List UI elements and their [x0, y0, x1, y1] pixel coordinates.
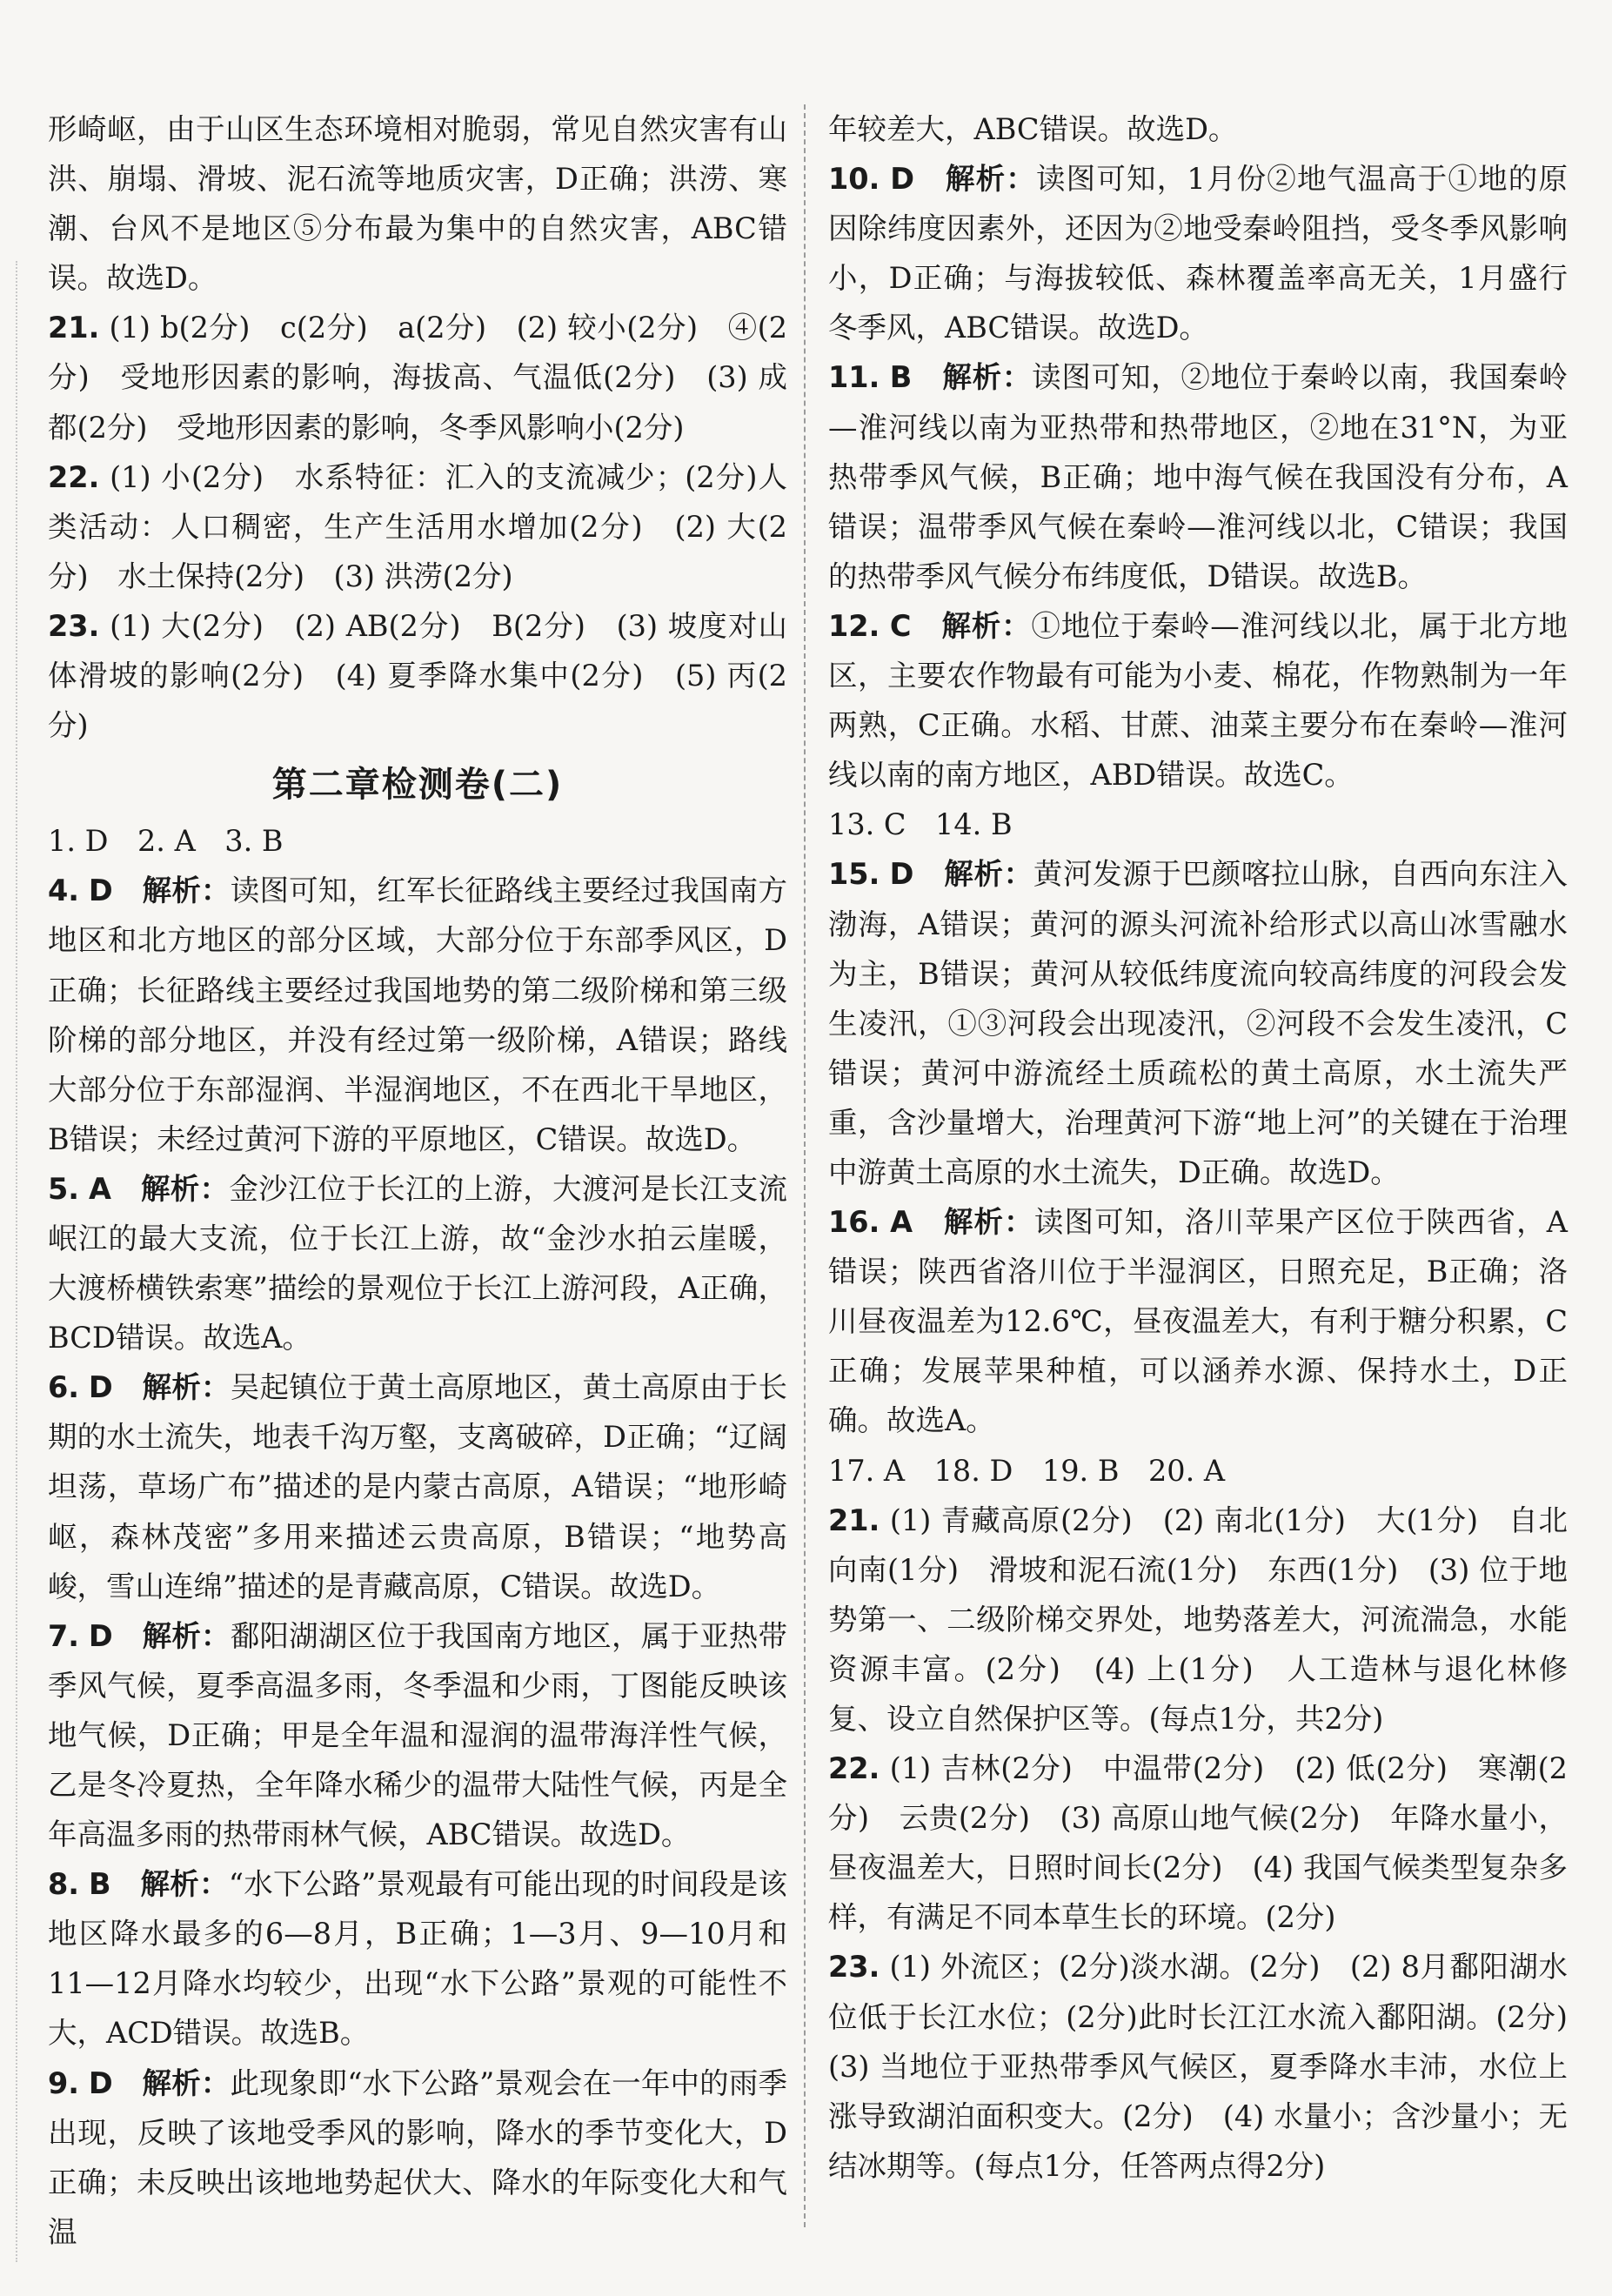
answer-text: 17. A 18. D 19. B 20. A — [828, 1453, 1226, 1488]
question-number: 12. — [828, 608, 880, 643]
answer-item — [828, 601, 1568, 800]
answer-text: 黄河发源于巴颜喀拉山脉，自西向东注入渤海，A错误；黄河的源头河流补给形式以高山冰雪融水为主，B错误；黄河从较低纬度流向较高纬度的河段会发生凌汛，①③河段会出现凌汛，②河段不会发生凌汛，C错误；黄河中游流经土质疏松的黄土高原，水土流失严重，含沙量增大，治理黄河下游“地上河”的关键在于治理中游黄土高原的水土流失，D正确。故选D。 — [828, 857, 1568, 1189]
answer-text: 鄱阳湖湖区位于我国南方地区，属于亚热带季风气候，夏季高温多雨，冬季温和少雨，丁图能反映该地气候，D正确；甲是全年温和湿润的温带海洋性气候，乙是冬冷夏热，全年降水稀少的温带大陆性气候，丙是全年高温多雨的热带雨林气候，ABC错误。故选D。 — [48, 1618, 788, 1852]
answer-text: “水下公路”景观最有可能出现的时间段是该地区降水最多的6—8月，B正确；1—3月、9—10月和11—12月降水均较少，出现“水下公路”景观的可能性不大，ACD错误。故选B。 — [48, 1867, 787, 2051]
answer-text: (1) 大(2分) (2) AB(2分) B(2分) (3) 坡度对山体滑坡的影响(2分) (4) 夏季降水集中(2分) (5) 丙(2分) — [48, 608, 787, 743]
question-number: 22. — [48, 459, 100, 494]
left-items-before — [48, 104, 787, 750]
answer-text: 读图可知，红军长征路线主要经过我国南方地区和北方地区的部分区域，大部分位于东部季风区，D正确；长征路线主要经过我国地势的第二级阶梯和第三级阶梯的部分地区，并没有经过第一级阶梯，A错误；路线大部分位于东部湿润、半湿润地区，不在西北干旱地区，B错误；未经过黄河下游的平原地区，C错误。故选D。 — [48, 874, 788, 1156]
answer-item — [48, 1164, 787, 1362]
answer-key: B 解析： — [889, 360, 1033, 395]
answer-item — [48, 601, 787, 750]
answer-text: 年较差大，ABC错误。故选D。 — [828, 112, 1238, 146]
answer-item — [828, 154, 1568, 352]
answer-key: D 解析： — [88, 874, 231, 908]
question-number: 7. — [48, 1618, 80, 1653]
answer-item — [828, 104, 1568, 154]
answer-item — [828, 1942, 1597, 2190]
answer-key: D 解析： — [88, 2065, 231, 2100]
section-heading: 第二章检测卷(二) — [271, 765, 564, 806]
answer-key: D 解析： — [889, 857, 1033, 892]
column-divider — [804, 104, 806, 2227]
answer-key: B 解析： — [88, 1867, 229, 1902]
answer-item — [48, 452, 787, 601]
answer-item — [828, 849, 1568, 1197]
answer-text: 形崎岖，由于山区生态环境相对脆弱，常见自然灾害有山洪、崩塌、滑坡、泥石流等地质灾害，D正确；洪涝、寒潮、台风不是地区⑤分布最为集中的自然灾害，ABC错误。故选D。 — [48, 112, 787, 296]
question-number: 4. — [48, 874, 80, 908]
answer-text: ①地位于秦岭—淮河线以北，属于北方地区，主要农作物最有可能为小麦、棉花，作物熟制为一年两熟，C正确。水稻、甘蔗、油菜主要分布在秦岭—淮河线以南的南方地区，ABD错误。故选C。 — [828, 608, 1568, 793]
answer-item — [828, 800, 1568, 849]
answer-item — [48, 303, 787, 452]
question-number: 23. — [828, 1950, 880, 1985]
left-column — [48, 104, 787, 2257]
answer-key: D 解析： — [890, 162, 1036, 197]
answer-item — [48, 816, 787, 866]
question-number: 22. — [828, 1751, 880, 1786]
answer-text: 金沙江位于长江的上游，大渡河是长江支流岷江的最大支流，位于长江上游，故“金沙水拍云崖暖，大渡桥横铁索寒”描绘的景观位于长江上游河段，A正确，BCD错误。故选A。 — [48, 1171, 787, 1356]
answer-text: 13. C 14. B — [828, 807, 1013, 842]
answer-item — [48, 1362, 787, 1610]
answer-text: 吴起镇位于黄土高原地区，黄土高原由于长期的水土流失，地表千沟万壑，支离破碎，D正确；“辽阔坦荡，草场广布”描述的是内蒙古高原，A错误；“地形崎岖，森林茂密”多用来描述云贵高原，B错误；“地势高峻，雪山连绵”描述的是青藏高原，C错误。故选D。 — [48, 1370, 788, 1603]
answer-item — [48, 1611, 787, 1859]
answer-text: 读图可知，洛川苹果产区位于陕西省，A错误；陕西省洛川位于半湿润区，日照充足，B正确；洛川昼夜温差为12.6℃，昼夜温差大，有利于糖分积累，C正确；发展苹果种植，可以涵养水源、保持水土，D正确。故选A。 — [828, 1205, 1568, 1438]
left-items-after — [48, 816, 787, 2257]
answer-item — [828, 1197, 1568, 1445]
answer-text: 1. D 2. A 3. B — [48, 824, 284, 859]
answer-text: 读图可知，1月份②地气温高于①地的原因除纬度因素外，还因为②地受秦岭阻挡，受冬季风影响小，D正确；与海拔较低、森林覆盖率高无关，1月盛行冬季风，ABC错误。故选D。 — [828, 162, 1568, 345]
answer-key: D 解析： — [88, 1370, 231, 1405]
question-number: 10. — [828, 162, 880, 197]
answer-text: 读图可知，②地位于秦岭以南，我国秦岭—淮河线以南为亚热带和热带地区，②地在31°N，为亚热带季风气候，B正确；地中海气候在我国没有分布，A错误；温带季风气候在秦岭—淮河线以北，C错误；我国的热带季风气候分布纬度低，D错误。故选B。 — [828, 360, 1568, 593]
answer-item — [828, 352, 1568, 600]
answer-text: (1) 小(2分) 水系特征：汇入的支流减少；(2分)人类活动：人口稠密，生产生活用水增加(2分) (2) 大(2分) 水土保持(2分) (3) 洪涝(2分) — [48, 459, 787, 593]
answer-text: (1) b(2分) c(2分) a(2分) (2) 较小(2分) ④(2分) 受地形因素的影响，海拔高、气温低(2分) (3) 成都(2分) 受地形因素的影响，冬季风影响小(2分) — [48, 311, 788, 445]
answer-item — [828, 1446, 1568, 1496]
answer-key: D 解析： — [88, 1618, 231, 1653]
answer-key: A 解析： — [88, 1171, 230, 1206]
question-number: 23. — [48, 608, 100, 643]
answer-item — [48, 1859, 787, 2058]
question-number: 9. — [48, 2065, 80, 2100]
question-number: 8. — [48, 1867, 80, 1902]
answer-text: 此现象即“水下公路”景观会在一年中的雨季出现，反映了该地受季风的影响，降水的季节变化大，D正确；未反映出该地地势起伏大、降水的年际变化大和气温 — [48, 2065, 787, 2249]
question-number: 16. — [828, 1205, 880, 1240]
answer-text: (1) 外流区；(2分)淡水湖。(2分) (2) 8月鄱阳湖水位低于长江水位；(2分)此时长江江水流入鄱阳湖。(2分) (3) 当地位于亚热带季风气候区，夏季降水丰沛，水位上涨导致湖泊面积变大。(2分) (4) 水量小；含沙量小；无结冰期等。(每点1分，任答两点得2分) — [828, 1950, 1597, 2183]
question-number: 21. — [48, 311, 100, 345]
margin-binding-line — [16, 261, 17, 2262]
answer-text: (1) 青藏高原(2分) (2) 南北(1分) 大(1分) 自北向南(1分) 滑坡和泥石流(1分) 东西(1分) (3) 位于地势第一、二级阶梯交界处，地势落差大，河流湍急，水能资源丰富。(2分) (4) 上(1分) 人工造林与退化林修复、设立自然保护区等。(每点1分，共2分) — [828, 1503, 1569, 1736]
answer-item — [48, 2058, 787, 2257]
question-number: 15. — [828, 857, 880, 892]
answer-key: A 解析： — [890, 1205, 1034, 1240]
question-number: 5. — [48, 1171, 80, 1206]
answer-item — [48, 866, 787, 1164]
question-number: 6. — [48, 1370, 80, 1405]
answer-item — [48, 104, 787, 303]
right-items — [828, 104, 1597, 2191]
right-column — [828, 104, 1597, 2191]
question-number: 11. — [828, 360, 880, 395]
answer-item — [828, 1496, 1568, 1744]
question-number: 21. — [828, 1503, 880, 1537]
answer-item — [828, 1744, 1568, 1942]
answer-text: (1) 吉林(2分) 中温带(2分) (2) 低(2分) 寒潮(2分) 云贵(2分) (3) 高原山地气候(2分) 年降水量小，昼夜温差大，日照时间长(2分) (4) 我国气候类型复杂多样，有满足不同本草生长的环境。(2分) — [828, 1751, 1568, 1935]
answer-key: C 解析： — [889, 608, 1032, 643]
